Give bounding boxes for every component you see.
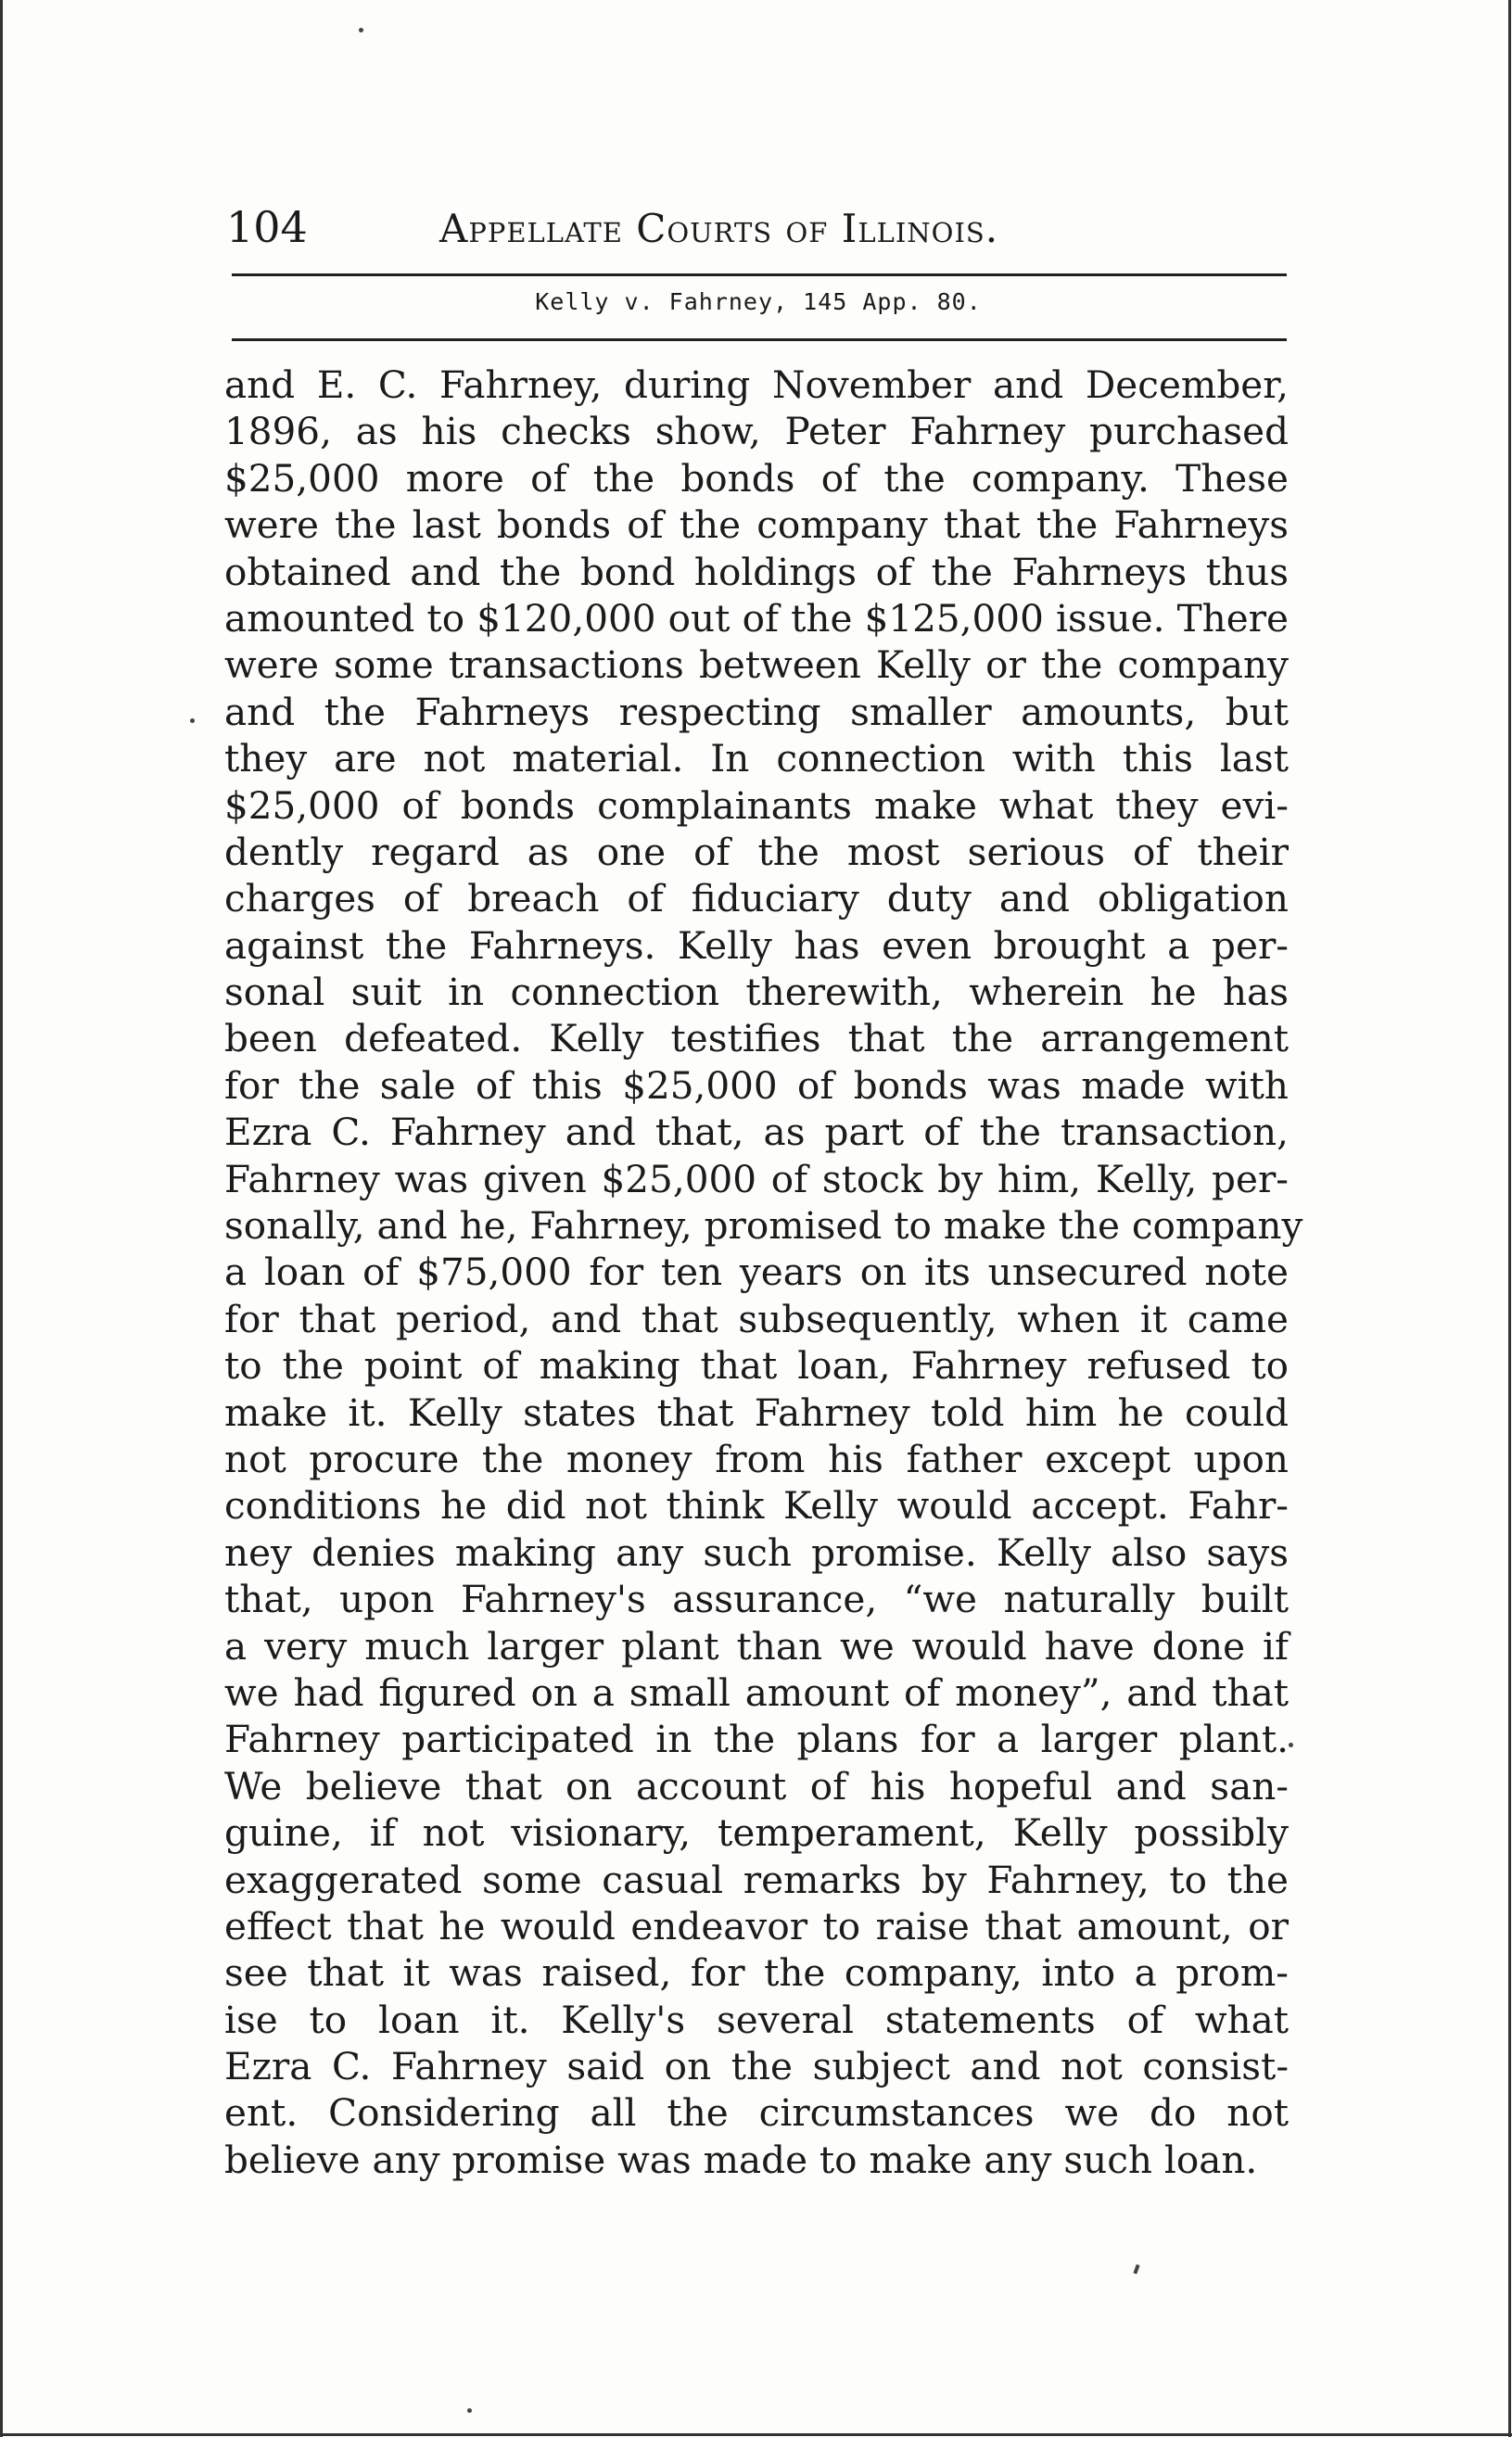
text-line: been defeated. Kelly testifies that the arrangement	[224, 1016, 1289, 1061]
stray-mark	[467, 2408, 472, 2413]
text-line: Fahrney was given $25,000 of stock by him, Kelly, per-	[224, 1156, 1289, 1201]
page-right-edge	[1508, 0, 1511, 2437]
text-line: that, upon Fahrney's assurance, “we naturally built	[224, 1577, 1289, 1622]
text-line: and the Fahrneys respecting smaller amounts, but	[224, 689, 1289, 734]
text-line: conditions he did not think Kelly would accept. Fahr-	[224, 1483, 1289, 1529]
text-line: ney denies making any such promise. Kelly also says	[224, 1529, 1289, 1575]
case-citation: Kelly v. Fahrney, 145 App. 80.	[535, 288, 982, 315]
text-line: effect that he would endeavor to raise that amount, or	[224, 1903, 1289, 1948]
text-line: sonal suit in connection therewith, wherein he has	[224, 970, 1289, 1015]
text-line: for the sale of this $25,000 of bonds was made with	[224, 1062, 1289, 1108]
text-line: not procure the money from his father except upon	[224, 1436, 1289, 1481]
header-rule-bottom	[232, 338, 1287, 341]
text-line: to the point of making that loan, Fahrney refused to	[224, 1343, 1289, 1389]
page-bottom-edge	[0, 2433, 1512, 2436]
stray-mark	[190, 718, 195, 723]
text-line: Ezra C. Fahrney and that, as part of the transaction,	[224, 1110, 1289, 1155]
text-line: obtained and the bond holdings of the Fahrneys thus	[224, 549, 1289, 594]
text-line: were some transactions between Kelly or the company	[224, 642, 1289, 688]
text-line: $25,000 of bonds complainants make what they evi-	[224, 782, 1289, 828]
body-text	[224, 362, 1303, 2183]
text-line: they are not material. In connection with this last	[224, 736, 1289, 781]
text-line: 1896, as his checks show, Peter Fahrney purchased	[224, 409, 1289, 454]
stray-mark	[1133, 2265, 1139, 2275]
text-line: for that period, and that subsequently, when it came	[224, 1296, 1289, 1341]
page-left-edge	[0, 0, 3, 2437]
running-title: Appellate Courts of Illinois.	[439, 206, 999, 251]
text-line: make it. Kelly states that Fahrney told him he could	[224, 1390, 1289, 1435]
text-line: see that it was raised, for the company, into a prom-	[224, 1950, 1289, 1996]
text-line: exaggerated some casual remarks by Fahrney, to the	[224, 1857, 1289, 1902]
text-line: ise to loan it. Kelly's several statements of what	[224, 1997, 1289, 2042]
text-line: ent. Considering all the circumstances we do not	[224, 2090, 1289, 2136]
page-number: 104	[226, 202, 308, 252]
text-line: Fahrney participated in the plans for a larger plant.	[224, 1717, 1289, 1762]
page-header	[226, 202, 1289, 267]
text-line: charges of breach of fiduciary duty and obligation	[224, 876, 1289, 921]
text-line: a very much larger plant than we would have done if	[224, 1623, 1289, 1669]
text-line: guine, if not visionary, temperament, Kelly possibly	[224, 1810, 1289, 1856]
text-line: were the last bonds of the company that the Fahrneys	[224, 502, 1289, 548]
text-line: amounted to $120,000 out of the $125,000 issue. There	[224, 595, 1289, 641]
text-line: sonally, and he, Fahrney, promised to make the company	[224, 1203, 1303, 1249]
text-line: We believe that on account of his hopeful and san-	[224, 1763, 1289, 1809]
text-line: Ezra C. Fahrney said on the subject and not consist-	[224, 2044, 1289, 2089]
header-rule-top	[232, 273, 1287, 276]
stray-mark	[1289, 1743, 1293, 1747]
text-line: we had figured on a small amount of money”, and that	[224, 1669, 1289, 1715]
text-line: dently regard as one of the most serious of their	[224, 829, 1289, 874]
text-line: a loan of $75,000 for ten years on its unsecured note	[224, 1250, 1289, 1295]
text-line: believe any promise was made to make any such loan.	[224, 2137, 1258, 2182]
text-line: $25,000 more of the bonds of the company. These	[224, 455, 1289, 501]
text-line: against the Fahrneys. Kelly has even brought a per-	[224, 922, 1289, 968]
text-line: and E. C. Fahrney, during November and December,	[224, 362, 1289, 407]
stray-mark	[359, 28, 363, 32]
